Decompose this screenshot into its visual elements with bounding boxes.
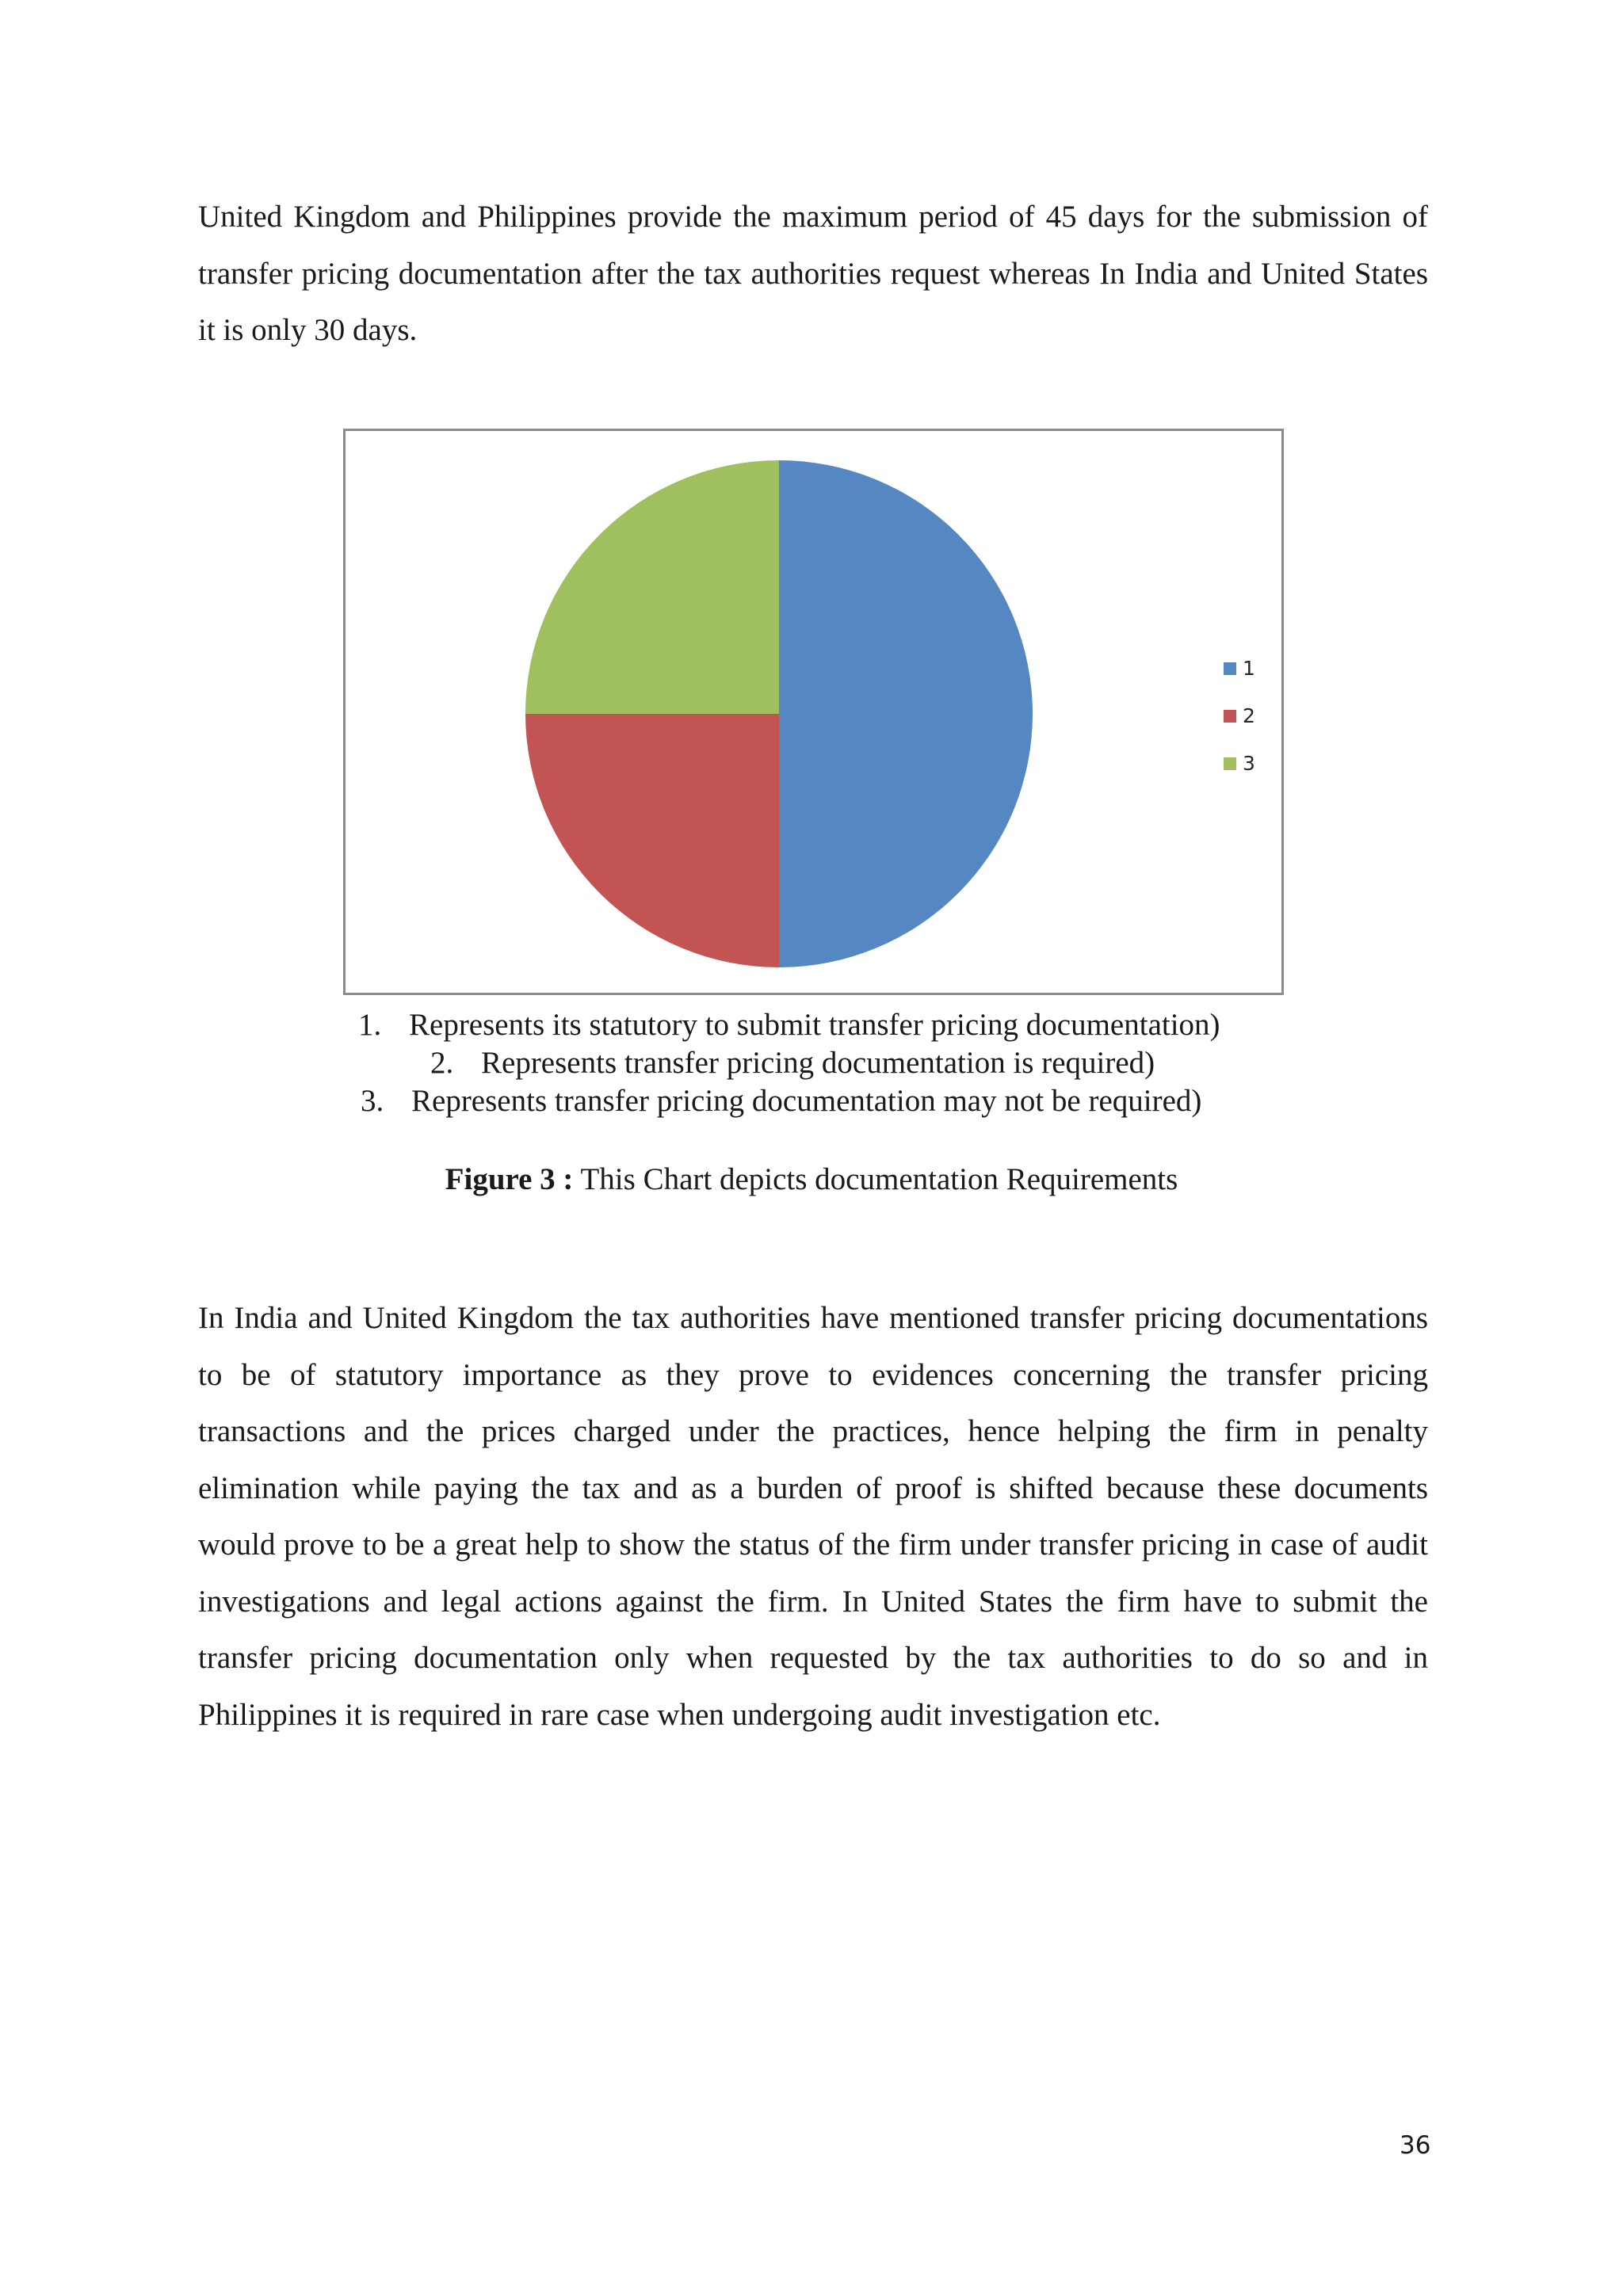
figure-caption-text: This Chart depicts documentation Requirements — [573, 1162, 1178, 1196]
chart-note-number: 3. — [361, 1084, 384, 1118]
chart-note-3 — [361, 1082, 1201, 1120]
body-paragraph: In India and United Kingdom the tax authorities have mentioned transfer pricing documentations to be of statutory importance as they prove to evidences concerning the transfer pricing transactions and the prices charged under the practices, hence helping the firm in penalty elimination while paying the tax and as a burden of proof is shifted because these documents would prove to be a great help to show the status of the firm under transfer pricing in case of audit investigations and legal actions against the firm. In United States the firm have to submit the transfer pricing documentation only when requested by the tax authorities to do so and in Philippines it is required in rare case when undergoing audit investigation etc. — [198, 1301, 1428, 1732]
pie-chart-canvas — [346, 431, 1281, 993]
legend-swatch-3 — [1224, 757, 1236, 770]
page-number: 36 — [1400, 2131, 1431, 2160]
chart-note-text: Represents transfer pricing documentation may not be required) — [411, 1084, 1202, 1118]
legend-label-3: 3 — [1243, 752, 1255, 775]
legend-label-2: 2 — [1243, 704, 1255, 727]
legend-swatch-1 — [1224, 662, 1236, 675]
chart-note-number: 2. — [430, 1046, 454, 1080]
chart-note-number: 1. — [358, 1008, 382, 1042]
pie-slice-1 — [779, 460, 1033, 967]
intro-paragraph: United Kingdom and Philippines provide the maximum period of 45 days for the submission of transfer pricing documentation after the tax authorities request whereas In India and United States it is only 30 days. — [198, 200, 1428, 347]
pie-chart — [343, 429, 1284, 995]
legend-label-1: 1 — [1243, 657, 1255, 680]
chart-note-text: Represents transfer pricing documentation is required) — [481, 1046, 1155, 1080]
legend-swatch-2 — [1224, 710, 1236, 723]
pie-slice-3 — [525, 460, 779, 714]
figure-caption — [0, 1161, 1623, 1199]
chart-note-text: Represents its statutory to submit transfer pricing documentation) — [409, 1008, 1220, 1042]
pie-slice-2 — [525, 714, 779, 967]
chart-note-2 — [430, 1044, 1155, 1082]
chart-note-1 — [358, 1006, 1220, 1044]
figure-label: Figure 3 : — [445, 1162, 574, 1196]
